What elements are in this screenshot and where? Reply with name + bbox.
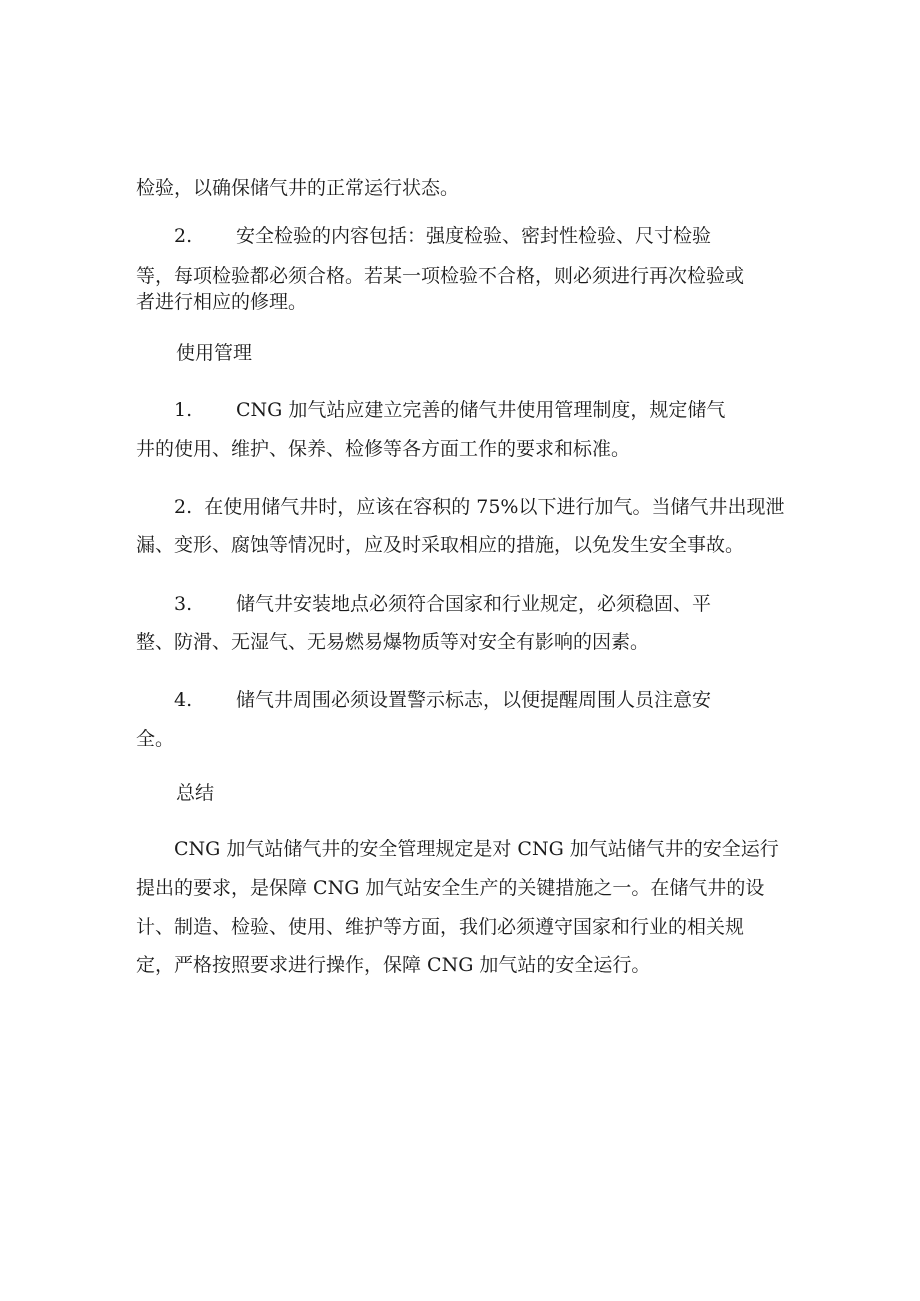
section-heading-usage: 使用管理 <box>176 342 253 364</box>
paragraph-line: 计、制造、检验、使用、维护等方面，我们必须遵守国家和行业的相关规 <box>136 916 745 938</box>
paragraph-line: 提出的要求，是保障 CNG 加气站安全生产的关键措施之一。在储气井的设 <box>136 877 765 899</box>
paragraph-line: 全。 <box>136 728 175 750</box>
paragraph-line: 储气井周围必须设置警示标志，以便提醒周围人员注意安 <box>236 689 712 711</box>
list-number: 3. <box>174 593 193 615</box>
list-number: 4. <box>174 689 193 711</box>
paragraph-line: 者进行相应的修理。 <box>136 291 308 313</box>
section-heading-summary: 总结 <box>176 782 215 804</box>
paragraph-line: 储气井安装地点必须符合国家和行业规定，必须稳固、平 <box>236 593 712 615</box>
paragraph-line: 2. 在使用储气井时，应该在容积的 75%以下进行加气。当储气井出现泄 <box>174 496 785 518</box>
paragraph-line: 漏、变形、腐蚀等情况时，应及时采取相应的措施，以免发生安全事故。 <box>136 534 745 556</box>
paragraph-line: 井的使用、维护、保养、检修等各方面工作的要求和标准。 <box>136 438 631 460</box>
list-number: 2. <box>174 225 193 247</box>
paragraph-line: 整、防滑、无湿气、无易燃易爆物质等对安全有影响的因素。 <box>136 631 650 653</box>
paragraph-line: 安全检验的内容包括：强度检验、密封性检验、尺寸检验 <box>236 225 712 247</box>
list-number: 1. <box>174 399 193 421</box>
paragraph-line: 检验，以确保储气井的正常运行状态。 <box>136 177 460 199</box>
paragraph-line: 等，每项检验都必须合格。若某一项检验不合格，则必须进行再次检验或 <box>136 265 745 287</box>
paragraph-line: CNG 加气站应建立完善的储气井使用管理制度，规定储气 <box>236 399 726 421</box>
paragraph-line: 定，严格按照要求进行操作，保障 CNG 加气站的安全运行。 <box>136 954 651 976</box>
paragraph-line: CNG 加气站储气井的安全管理规定是对 CNG 加气站储气井的安全运行 <box>174 838 779 860</box>
